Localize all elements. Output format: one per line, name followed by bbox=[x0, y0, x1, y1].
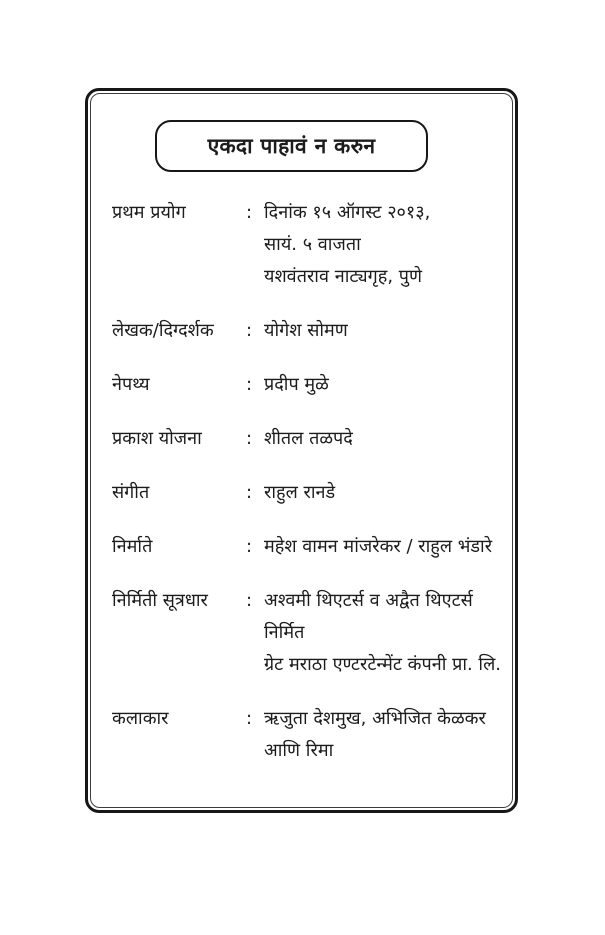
credit-row-music bbox=[112, 477, 508, 509]
credit-value-line: शीतल तळपदे bbox=[264, 428, 353, 449]
credit-row-cast bbox=[112, 703, 508, 767]
credit-colon: : bbox=[246, 482, 253, 503]
credit-value-line: ग्रेट मराठा एण्टरटेन्मेंट कंपनी प्रा. लि. bbox=[264, 654, 502, 675]
credit-value bbox=[264, 477, 508, 509]
play-title-box bbox=[155, 120, 428, 172]
credit-label: संगीत bbox=[112, 482, 150, 503]
credit-colon: : bbox=[246, 708, 253, 729]
credit-value bbox=[264, 315, 508, 347]
credit-label: निर्माते bbox=[112, 536, 153, 557]
credit-label: नेपथ्य bbox=[112, 374, 150, 395]
credit-row-producers bbox=[112, 531, 508, 563]
credit-label: प्रथम प्रयोग bbox=[112, 202, 186, 223]
credit-label: प्रकाश योजना bbox=[112, 428, 202, 449]
credit-value bbox=[264, 585, 508, 681]
credit-value-line: महेश वामन मांजरेकर / राहुल भंडारे bbox=[264, 536, 493, 557]
credit-row-writer-director bbox=[112, 315, 508, 347]
credit-value-line: यशवंतराव नाट्यगृह, पुणे bbox=[264, 266, 422, 287]
credit-value-line: प्रदीप मुळे bbox=[264, 374, 329, 395]
credit-row-first-show bbox=[112, 197, 508, 293]
credit-colon: : bbox=[246, 320, 253, 341]
credit-row-production-house bbox=[112, 585, 508, 681]
play-title: एकदा पाहावं न करुन bbox=[207, 134, 376, 158]
credit-colon: : bbox=[246, 536, 253, 557]
credit-row-set-design bbox=[112, 369, 508, 401]
credit-value bbox=[264, 369, 508, 401]
credit-value-line: ऋजुता देशमुख, अभिजित केळकर bbox=[264, 708, 486, 729]
credit-colon: : bbox=[246, 428, 253, 449]
page-border-frame bbox=[85, 88, 518, 813]
credit-value-line: निर्मित bbox=[264, 622, 305, 643]
credit-value-line: योगेश सोमण bbox=[264, 320, 348, 341]
credit-value-line: आणि रिमा bbox=[264, 740, 334, 761]
credit-colon: : bbox=[246, 374, 253, 395]
credit-value-line: अश्वमी थिएटर्स व अद्वैत थिएटर्स bbox=[264, 590, 473, 611]
credit-value bbox=[264, 423, 508, 455]
credit-value bbox=[264, 197, 508, 293]
credit-value bbox=[264, 531, 508, 563]
credit-value-line: सायं. ५ वाजता bbox=[264, 234, 361, 255]
credit-label: लेखक/दिग्दर्शक bbox=[112, 320, 214, 341]
credits-list bbox=[112, 197, 508, 789]
credit-colon: : bbox=[246, 590, 253, 611]
credit-value bbox=[264, 703, 508, 767]
credit-row-lighting bbox=[112, 423, 508, 455]
credit-value-line: राहुल रानडे bbox=[264, 482, 336, 503]
credit-label: निर्मिती सूत्रधार bbox=[112, 590, 208, 611]
credit-value-line: दिनांक १५ ऑगस्ट २०१३, bbox=[264, 202, 431, 223]
credit-label: कलाकार bbox=[112, 708, 169, 729]
credit-colon: : bbox=[246, 202, 253, 223]
